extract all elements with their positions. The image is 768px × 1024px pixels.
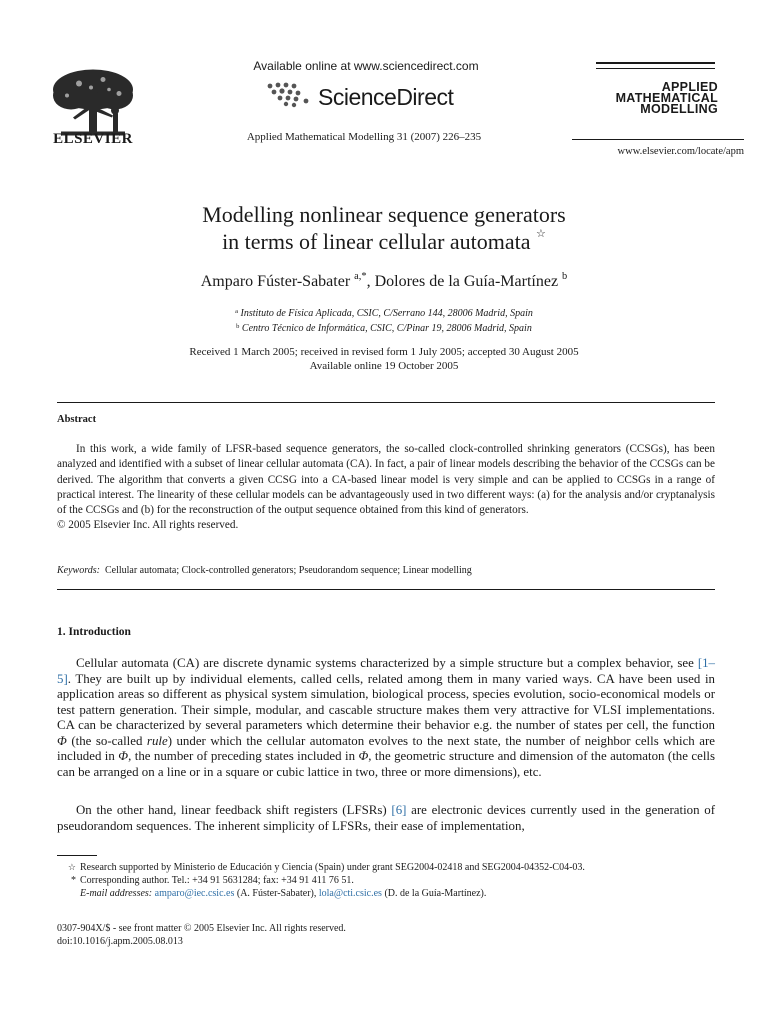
available-online-text: Available online at www.sciencedirect.com bbox=[253, 59, 479, 73]
intro-paragraph-1 bbox=[57, 656, 715, 780]
author-affiliation-mark[interactable]: a,* bbox=[354, 271, 367, 282]
intro-paragraph-2 bbox=[57, 803, 715, 834]
abstract-text bbox=[57, 442, 715, 534]
footnote-corresponding bbox=[57, 874, 747, 887]
affiliation-b bbox=[84, 321, 684, 336]
journal-logo bbox=[594, 82, 718, 115]
keywords-list: Cellular automata; Clock-controlled generators; Pseudorandom sequence; Linear modelling bbox=[104, 565, 472, 576]
article-title bbox=[84, 201, 684, 255]
email-link[interactable]: lola@cti.csic.es bbox=[318, 888, 382, 899]
journal-logo-line: MATHEMATICAL bbox=[615, 91, 718, 105]
text-run: , the number of preceding states included in bbox=[128, 749, 359, 763]
emphasis: rule bbox=[146, 733, 168, 748]
sciencedirect-dots-icon bbox=[264, 82, 314, 112]
online-date: Available online 19 October 2005 bbox=[309, 360, 459, 372]
footnote-mark: * bbox=[71, 875, 76, 886]
article-history bbox=[84, 345, 684, 373]
footnote-text: Research supported by Ministerio de Educación y Ciencia (Spain) under grant SEG2004-02418 and SEG2004-04352-C04-03. bbox=[80, 862, 585, 873]
footnote-text: (D. de la Guía-Martínez). bbox=[381, 888, 487, 899]
text-run: (the so-called bbox=[66, 733, 147, 748]
journal-logo-line: APPLIED bbox=[661, 80, 718, 94]
journal-url[interactable]: www.elsevier.com/locate/apm bbox=[617, 146, 744, 157]
journal-reference: Applied Mathematical Modelling 31 (2007) 226–235 bbox=[246, 131, 482, 143]
text-run: On the other hand, linear feedback shift registers (LFSRs) bbox=[76, 803, 392, 817]
title-line-2 bbox=[84, 228, 684, 255]
citation-link[interactable]: [6] bbox=[391, 803, 407, 817]
affiliation-mark: b bbox=[236, 323, 240, 330]
author-list: Amparo Fúster-Sabater $^{a,*}$, Dolores de la Guía-Martínez $^b$ bbox=[200, 271, 568, 290]
section-heading: 1. Introduction bbox=[57, 626, 131, 638]
text-run: , the geometric structure and dimension of the automaton (the cells can be arranged on a line or in a square or cubic lattice in two, three or more dimensions), etc. bbox=[57, 749, 716, 779]
text-run: Cellular automata (CA) are discrete dynamic systems characterized by a simple structure but a complex behavior, see bbox=[76, 656, 698, 670]
journal-logo-rule bbox=[596, 62, 715, 64]
author-name: Amparo Fúster-Sabater bbox=[200, 273, 351, 290]
affiliation-text: Instituto de Física Aplicada, CSIC, C/Serrano 144, 28006 Madrid, Spain bbox=[240, 308, 533, 319]
citation-link[interactable]: [1–5] bbox=[57, 656, 715, 686]
keywords bbox=[57, 565, 715, 576]
affiliation-mark: a bbox=[235, 308, 239, 315]
journal-logo-line: MODELLING bbox=[640, 102, 718, 116]
title-line: Modelling nonlinear sequence generators bbox=[202, 202, 566, 227]
math-symbol: Φ bbox=[118, 749, 129, 763]
text-run: . They are built up by individual elements, called cells, related among them in many varied ways. CA have been used in application areas so different as physical system simulation, biological process, species evolution, socio-economical models or test pattern generation. Their simple, modular, and cascable structure makes them very attractive for VLSI implementations. CA can be characterized by several parameters which determine their behavior e.g. the number of states per cell, the function bbox=[57, 671, 715, 732]
footnote-text: (A. Fúster-Sabater), bbox=[234, 888, 319, 899]
text-run: ) under which the cellular automaton evolves to the next state, the number of neighbor cells which are included in bbox=[57, 733, 715, 763]
abstract-bottom-rule bbox=[57, 589, 715, 590]
header-divider bbox=[572, 139, 744, 140]
issn-block bbox=[57, 922, 346, 948]
abstract-top-rule bbox=[57, 402, 715, 403]
text-run: are electronic devices currently used in the generation of pseudorandom sequences. The inherent simplicity of LFSRs, their ease of implementation, bbox=[57, 803, 715, 833]
math-symbol: Φ bbox=[358, 749, 369, 763]
footnote-emails bbox=[57, 887, 747, 900]
author-affiliation-mark[interactable]: b bbox=[562, 271, 568, 282]
doi-line[interactable]: doi:10.1016/j.apm.2005.08.013 bbox=[57, 936, 183, 947]
footnote-rule bbox=[57, 855, 97, 856]
received-dates: Received 1 March 2005; received in revised form 1 July 2005; accepted 30 August 2005 bbox=[189, 346, 579, 358]
affiliation-a bbox=[84, 306, 684, 321]
abstract-heading: Abstract bbox=[57, 414, 97, 425]
footnote-funding bbox=[57, 861, 747, 875]
footnote-star-icon: ☆ bbox=[67, 863, 76, 873]
journal-logo-rule bbox=[596, 68, 715, 69]
footnote-text: Corresponding author. Tel.: +34 91 5631284; fax: +34 91 411 76 51. bbox=[80, 875, 354, 886]
email-label: E-mail addresses: bbox=[80, 888, 153, 899]
issn-line: 0307-904X/$ - see front matter © 2005 Elsevier Inc. All rights reserved. bbox=[57, 923, 346, 934]
keywords-label: Keywords: bbox=[57, 565, 100, 576]
math-symbol: Φ bbox=[57, 733, 67, 748]
author-name: Dolores de la Guía-Martínez bbox=[374, 273, 559, 290]
abstract-copyright: © 2005 Elsevier Inc. All rights reserved. bbox=[57, 519, 239, 532]
title-footnote-star-icon[interactable]: ☆ bbox=[536, 227, 546, 240]
sciencedirect-logo: ScienceDirect bbox=[318, 84, 454, 110]
affiliation-text: Centro Técnico de Informática, CSIC, C/Pinar 19, 28006 Madrid, Spain bbox=[241, 323, 532, 334]
email-link[interactable]: amparo@iec.csic.es bbox=[154, 888, 235, 899]
title-line: in terms of linear cellular automata bbox=[222, 229, 531, 254]
abstract-body: In this work, a wide family of LFSR-based sequence generators, the so-called clock-controlled shrinking generators (CCSGs), has been analyzed and identified with a subset of linear cellular automata (CA). In fact, a pair of linear models describing the behavior of the CCSGs can be derived. The algorithm that converts a given CCSG into a CA-based linear model is very simple and can be applied to CCSGs in a range of practical interest. The linearity of these cellular models can be advantageously used in two different ways: (a) for the analysis and/or cryptanalysis of the CCSGs and (b) for the reconstruction of the output sequence obtained from this kind of generators. bbox=[57, 443, 715, 517]
publisher-name: ELSEVIER bbox=[53, 131, 133, 147]
affiliations bbox=[84, 306, 684, 336]
